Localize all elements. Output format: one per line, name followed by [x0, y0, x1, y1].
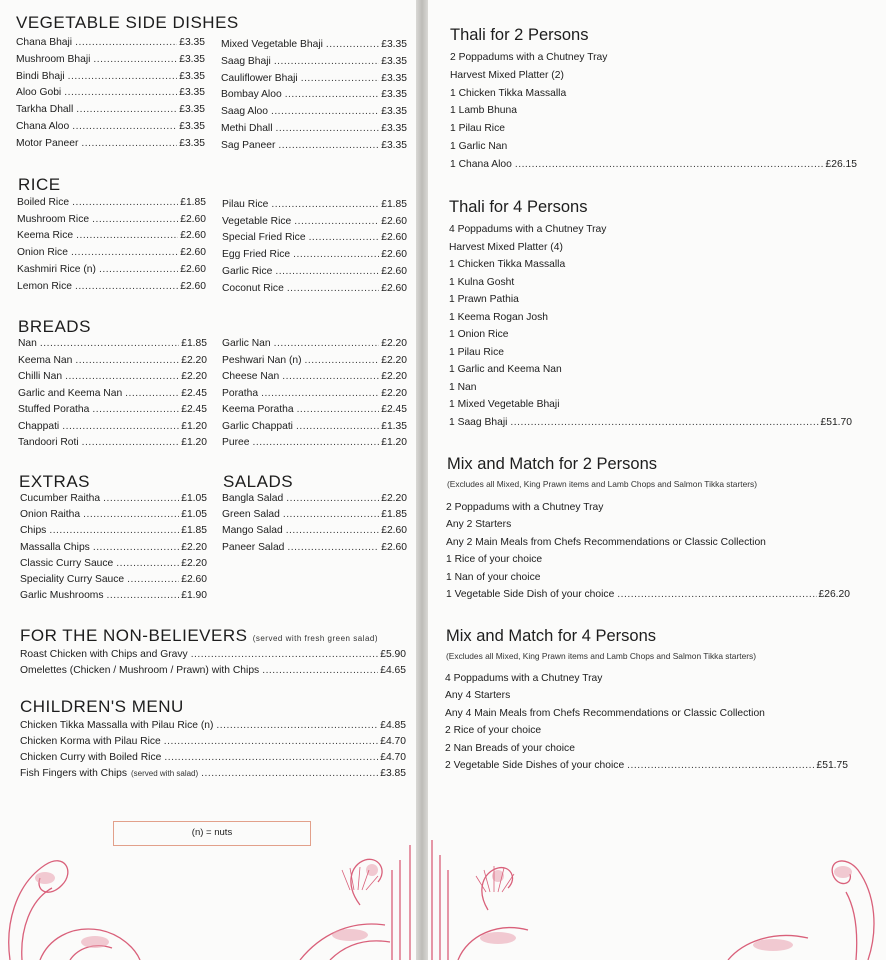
leader-dots — [103, 493, 179, 504]
item-name: Garlic Nan — [222, 338, 271, 349]
item-price: £2.60 — [381, 541, 407, 553]
leader-dots — [64, 87, 177, 98]
item-name: Keema Poratha — [222, 404, 294, 415]
set-item: Harvest Mixed Platter (4) — [449, 241, 563, 253]
item-name: Methi Dhall — [221, 123, 273, 134]
item-price: £1.90 — [181, 590, 207, 602]
set-item: 1 Keema Rogan Josh — [449, 311, 549, 323]
mix2-heading: Mix and Match for 2 Persons — [447, 455, 658, 473]
item-name: Cucumber Raitha — [20, 493, 101, 504]
item-price: £3.85 — [380, 768, 406, 779]
item-name: Garlic Chappati — [222, 420, 293, 432]
item-price: £3.35 — [179, 121, 205, 132]
set-item: 2 Rice of your choice — [445, 725, 542, 737]
set-item: 1 Garlic and Keema Nan — [449, 364, 562, 375]
menu-item — [222, 232, 407, 243]
leader-dots — [283, 509, 379, 520]
item-name: Puree — [222, 437, 250, 448]
menu-item — [222, 404, 407, 415]
item-name: Chicken Tikka Massalla with Pilau Rice (n) — [20, 720, 214, 731]
item-price: £2.60 — [381, 282, 407, 294]
menu-item — [222, 542, 407, 553]
leader-dots — [76, 230, 178, 241]
item-name: Mango Salad — [222, 525, 283, 537]
leader-dots — [276, 123, 380, 134]
item-name: Chicken Korma with Pilau Rice — [20, 736, 161, 747]
set-item: 2 Nan Breads of your choice — [445, 742, 575, 754]
item-price: £51.75 — [816, 760, 848, 771]
leader-dots — [305, 355, 380, 366]
item-price: £51.70 — [820, 416, 852, 428]
menu-item — [222, 283, 407, 294]
menu-item — [17, 214, 206, 225]
menu-item — [17, 230, 206, 241]
item-name: Tarkha Dhall — [16, 104, 74, 116]
nonbelievers-title: FOR THE NON-BELIEVERS — [20, 626, 248, 645]
thali4-heading: Thali for 4 Persons — [449, 198, 588, 216]
set-total-row — [445, 760, 848, 771]
set-item: 2 Poppadums with a Chutney Tray — [450, 52, 608, 63]
item-name: Lemon Rice — [17, 280, 72, 292]
item-price: £2.60 — [381, 215, 407, 227]
item-price: £4.70 — [380, 752, 406, 763]
item-name: Paneer Salad — [222, 541, 285, 553]
item-name: Garlic Rice — [222, 265, 273, 277]
leader-dots — [49, 525, 179, 536]
leader-dots — [282, 371, 379, 382]
item-price: £1.85 — [381, 509, 407, 521]
item-price: £2.60 — [381, 249, 407, 261]
nonbelievers-note: (served with fresh green salad) — [252, 634, 379, 643]
item-price: £2.60 — [381, 232, 407, 244]
item-name: 2 Vegetable Side Dishes of your choice — [445, 760, 625, 771]
item-name: Massalla Chips — [20, 541, 90, 553]
set-item: 1 Nan of your choice — [446, 571, 541, 583]
paisley-ornament-left — [0, 830, 416, 960]
item-price: £4.65 — [380, 665, 406, 676]
item-name: Bindi Bhaji — [16, 70, 65, 82]
mix4-heading: Mix and Match for 4 Persons — [446, 627, 657, 645]
nuts-note-box: (n) = nuts — [113, 821, 311, 846]
menu-item — [222, 421, 407, 432]
set-total-row — [446, 589, 850, 600]
menu-item — [222, 216, 407, 227]
leader-dots — [309, 232, 380, 243]
menu-item — [16, 104, 205, 115]
item-price: £2.60 — [180, 247, 206, 259]
item-name: 1 Chana Aloo — [450, 158, 512, 170]
leader-dots — [293, 249, 379, 260]
menu-item — [222, 338, 407, 349]
leader-dots — [617, 589, 816, 600]
leader-dots — [68, 71, 178, 82]
leader-dots — [285, 89, 380, 100]
set-item: Any 2 Starters — [446, 519, 512, 531]
menu-item — [20, 574, 207, 585]
leader-dots — [252, 437, 379, 448]
item-price: £1.05 — [181, 493, 207, 504]
item-price: £2.20 — [381, 387, 407, 399]
leader-dots — [274, 56, 379, 67]
item-name: Chappati — [18, 420, 60, 432]
leader-dots — [107, 590, 180, 601]
menu-item — [221, 56, 407, 67]
leader-dots — [164, 752, 378, 763]
item-name: 1 Vegetable Side Dish of your choice — [446, 589, 615, 600]
menu-item — [222, 266, 407, 277]
menu-item — [222, 388, 407, 399]
leader-dots — [326, 39, 379, 50]
item-name: Garlic and Keema Nan — [18, 387, 123, 399]
leader-dots — [62, 421, 179, 432]
leader-dots — [287, 283, 379, 294]
set-item: 1 Pilau Rice — [450, 123, 505, 135]
item-name: Onion Raitha — [20, 509, 81, 521]
leader-dots — [296, 421, 379, 432]
menu-item — [17, 247, 206, 258]
menu-item — [18, 355, 207, 366]
item-price: £1.85 — [181, 525, 207, 537]
set-item: 1 Lamb Bhuna — [450, 105, 517, 117]
leader-dots — [72, 197, 178, 208]
extras-heading: EXTRAS — [19, 472, 91, 491]
set-item: Any 4 Main Meals from Chefs Recommendations or Classic Collection — [445, 707, 765, 719]
menu-item — [17, 264, 206, 275]
menu-item — [222, 509, 407, 520]
menu-item — [18, 404, 207, 415]
item-price: £1.20 — [381, 437, 407, 448]
leader-dots — [271, 199, 379, 210]
menu-item — [20, 649, 406, 660]
item-name: Green Salad — [222, 509, 280, 521]
salads-heading: SALADS — [223, 472, 294, 491]
leader-dots — [510, 417, 818, 428]
set-item: 1 Pilau Rice — [449, 346, 504, 358]
item-price: £1.85 — [180, 197, 206, 208]
leader-dots — [81, 138, 177, 149]
item-name: Mixed Vegetable Bhaji — [221, 39, 323, 50]
menu-item — [16, 37, 205, 48]
leader-dots — [127, 574, 179, 585]
menu-item — [222, 525, 407, 536]
leader-dots — [261, 388, 379, 399]
item-price: £1.20 — [181, 420, 207, 432]
item-name: Chips — [20, 525, 47, 537]
item-name: Pilau Rice — [222, 199, 269, 210]
set-item: 4 Poppadums with a Chutney Tray — [445, 673, 603, 684]
item-note: (served with salad) — [131, 769, 199, 778]
item-price: £5.90 — [380, 649, 406, 660]
menu-item — [222, 371, 407, 382]
menu-item — [222, 249, 407, 260]
mix2-note: (Excludes all Mixed, King Prawn items and Lamb Chops and Salmon Tikka starters) — [447, 479, 758, 489]
item-name: Omelettes (Chicken / Mushroom / Prawn) with Chips — [20, 665, 260, 676]
leader-dots — [92, 404, 179, 415]
menu-item — [18, 371, 207, 382]
menu-item — [20, 768, 406, 779]
menu-item — [18, 338, 207, 349]
leader-dots — [40, 338, 179, 349]
leader-dots — [65, 371, 179, 382]
leader-dots — [82, 437, 180, 448]
item-price: £3.35 — [381, 39, 407, 50]
set-total-row — [450, 159, 857, 170]
item-name: Cheese Nan — [222, 371, 280, 382]
menu-item — [16, 121, 205, 132]
item-price: £3.35 — [179, 37, 205, 48]
item-price: £2.20 — [381, 371, 407, 382]
item-price: £3.35 — [381, 139, 407, 151]
item-name: Coconut Rice — [222, 282, 284, 294]
menu-item — [20, 493, 207, 504]
item-price: £1.35 — [381, 420, 407, 432]
set-item: 1 Onion Rice — [449, 329, 509, 340]
leader-dots — [75, 281, 178, 292]
menu-item — [222, 355, 407, 366]
item-price: £3.35 — [179, 87, 205, 99]
item-price: £3.35 — [381, 72, 407, 84]
item-name: Boiled Rice — [17, 197, 70, 208]
leader-dots — [75, 355, 179, 366]
leader-dots — [116, 558, 179, 569]
item-price: £2.45 — [181, 387, 207, 399]
item-name: Chicken Curry with Boiled Rice — [20, 752, 162, 763]
item-name: Chilli Nan — [18, 371, 63, 382]
paisley-ornament-right — [428, 830, 886, 960]
item-name: Onion Rice — [17, 247, 68, 259]
item-price: £4.70 — [380, 736, 406, 747]
menu-item — [16, 138, 205, 149]
menu-item — [221, 89, 407, 100]
item-name: Mushroom Bhaji — [16, 53, 91, 65]
mix4-note: (Excludes all Mixed, King Prawn items and Lamb Chops and Salmon Tikka starters) — [446, 651, 757, 661]
item-price: £2.60 — [180, 280, 206, 292]
item-name: Vegetable Rice — [222, 215, 292, 227]
leader-dots — [125, 388, 179, 399]
item-name: Peshwari Nan (n) — [222, 354, 302, 366]
leader-dots — [287, 542, 379, 553]
leader-dots — [286, 493, 379, 504]
item-name: Speciality Curry Sauce — [20, 574, 125, 585]
menu-item — [16, 71, 205, 82]
menu-item — [221, 140, 407, 151]
set-item: 1 Garlic Nan — [450, 141, 508, 152]
menu-item — [20, 665, 406, 676]
page-gutter — [416, 0, 428, 960]
menu-item — [17, 197, 206, 208]
menu-item — [18, 421, 207, 432]
leader-dots — [191, 649, 379, 660]
leader-dots — [201, 768, 378, 779]
item-price: £2.20 — [381, 493, 407, 504]
item-name: Saag Bhaji — [221, 55, 271, 67]
menu-item — [221, 106, 407, 117]
leader-dots — [92, 214, 178, 225]
item-price: £3.35 — [381, 106, 407, 118]
item-price: £2.20 — [181, 354, 207, 366]
set-item: 1 Chicken Tikka Massalla — [450, 87, 567, 99]
menu-item — [20, 558, 207, 569]
item-name: Special Fried Rice — [222, 232, 306, 244]
item-price: £2.20 — [381, 354, 407, 366]
set-item: 4 Poppadums with a Chutney Tray — [449, 224, 607, 235]
nonbelievers-heading — [20, 626, 378, 646]
item-price: £2.20 — [181, 371, 207, 382]
item-price: £3.35 — [179, 104, 205, 116]
item-price: £3.35 — [179, 70, 205, 82]
menu-item — [221, 39, 407, 50]
menu-item — [16, 87, 205, 98]
item-name: Motor Paneer — [16, 137, 79, 149]
leader-dots — [271, 106, 379, 117]
item-name: Classic Curry Sauce — [20, 557, 114, 569]
rice-heading: RICE — [18, 175, 61, 194]
item-price: £2.20 — [181, 557, 207, 569]
item-price: £2.60 — [180, 263, 206, 275]
leader-dots — [294, 216, 379, 227]
leader-dots — [275, 266, 379, 277]
item-name: Egg Fried Rice — [222, 249, 291, 261]
item-price: £2.60 — [180, 213, 206, 225]
item-price: £3.35 — [381, 123, 407, 134]
set-item: 2 Poppadums with a Chutney Tray — [446, 502, 604, 513]
leader-dots — [515, 159, 824, 170]
item-name: Keema Nan — [18, 354, 73, 366]
menu-item — [20, 525, 207, 536]
set-item: 1 Nan — [449, 381, 477, 393]
item-price: £2.60 — [381, 525, 407, 537]
set-item: Any 2 Main Meals from Chefs Recommendations or Classic Collection — [446, 536, 766, 548]
item-name: Chana Bhaji — [16, 37, 73, 48]
leader-dots — [627, 760, 814, 771]
item-name: Fish Fingers with Chips — [20, 768, 128, 779]
menu-item — [222, 437, 407, 448]
menu-item — [20, 509, 207, 520]
set-item: Any 4 Starters — [445, 690, 511, 702]
leader-dots — [93, 54, 177, 65]
leader-dots — [216, 720, 378, 731]
leader-dots — [76, 104, 177, 115]
set-item: 1 Rice of your choice — [446, 554, 543, 566]
item-price: £3.35 — [381, 55, 407, 67]
item-price: £3.35 — [179, 137, 205, 149]
item-name: Tandoori Roti — [18, 437, 79, 448]
menu-item — [20, 736, 406, 747]
leader-dots — [274, 338, 380, 349]
item-price: £2.20 — [381, 338, 407, 349]
leader-dots — [262, 665, 378, 676]
menu-item — [221, 123, 407, 134]
item-name: Garlic Mushrooms — [20, 590, 104, 602]
leader-dots — [93, 542, 179, 553]
item-name: Kashmiri Rice (n) — [17, 263, 96, 275]
item-name: Sag Paneer — [221, 139, 276, 151]
item-name: Nan — [18, 338, 37, 349]
item-price: £3.35 — [381, 89, 407, 101]
leader-dots — [75, 37, 177, 48]
menu-item — [17, 281, 206, 292]
item-price: £26.15 — [825, 158, 857, 170]
children-heading: CHILDREN'S MENU — [20, 697, 184, 716]
item-name: Cauliflower Bhaji — [221, 72, 298, 84]
item-price: £3.35 — [179, 53, 205, 65]
set-total-row — [449, 417, 852, 428]
item-price: £1.85 — [381, 199, 407, 210]
menu-item — [222, 493, 407, 504]
menu-item — [20, 590, 207, 601]
menu-item — [20, 752, 406, 763]
item-price: £2.60 — [180, 230, 206, 242]
item-name: Poratha — [222, 387, 259, 399]
set-item: 1 Mixed Vegetable Bhaji — [449, 399, 560, 410]
item-name: Mushroom Rice — [17, 213, 90, 225]
leader-dots — [278, 140, 379, 151]
menu-item — [20, 542, 207, 553]
item-price: £2.60 — [181, 574, 207, 585]
leader-dots — [164, 736, 378, 747]
menu-item — [20, 720, 406, 731]
right-menu-page — [428, 0, 886, 960]
item-price: £1.20 — [181, 437, 207, 448]
menu-item — [221, 73, 407, 84]
set-item: 1 Kulna Gosht — [449, 276, 515, 288]
menu-item — [18, 437, 207, 448]
item-price: £4.85 — [380, 720, 406, 731]
item-name: Aloo Gobi — [16, 87, 62, 99]
item-name: 1 Saag Bhaji — [449, 416, 508, 428]
menu-item — [18, 388, 207, 399]
leader-dots — [297, 404, 380, 415]
left-menu-page — [0, 0, 416, 960]
item-name: Saag Aloo — [221, 106, 268, 118]
menu-item — [16, 54, 205, 65]
item-price: £2.45 — [181, 404, 207, 415]
veg-heading: VEGETABLE SIDE DISHES — [16, 13, 239, 32]
item-price: £2.20 — [181, 541, 207, 553]
item-price: £2.60 — [381, 265, 407, 277]
leader-dots — [72, 121, 177, 132]
item-price: £26.20 — [818, 589, 850, 600]
leader-dots — [83, 509, 179, 520]
thali2-heading: Thali for 2 Persons — [450, 26, 589, 44]
item-name: Stuffed Poratha — [18, 404, 90, 415]
leader-dots — [99, 264, 178, 275]
set-item: 1 Prawn Pathia — [449, 294, 519, 305]
set-item: Harvest Mixed Platter (2) — [450, 69, 564, 81]
item-price: £2.45 — [381, 404, 407, 415]
leader-dots — [71, 247, 178, 258]
set-item: 1 Chicken Tikka Massalla — [449, 259, 566, 270]
item-name: Bombay Aloo — [221, 89, 282, 101]
item-name: Roast Chicken with Chips and Gravy — [20, 649, 188, 660]
item-price: £1.05 — [181, 509, 207, 521]
menu-item — [222, 199, 407, 210]
item-name: Keema Rice — [17, 230, 74, 242]
leader-dots — [301, 73, 380, 84]
item-price: £1.85 — [181, 338, 207, 349]
leader-dots — [286, 525, 380, 536]
item-name: Bangla Salad — [222, 493, 284, 504]
item-name: Chana Aloo — [16, 121, 70, 132]
breads-heading: BREADS — [18, 317, 91, 336]
